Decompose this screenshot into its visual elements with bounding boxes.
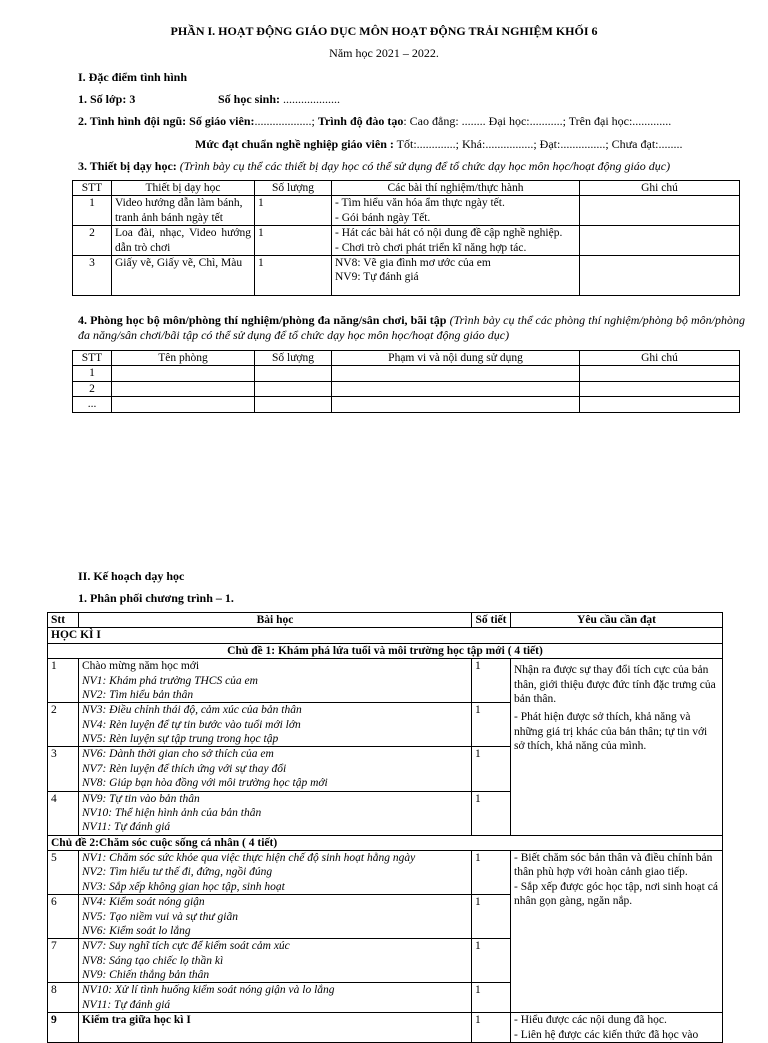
- task-line: NV5: Rèn luyện sự tập trung trong học tập: [82, 733, 279, 745]
- stt-cell: 3: [48, 747, 79, 791]
- equipment-header-row: [73, 181, 740, 196]
- requirement-line: Nhận ra được sự thay đổi tích cực của bản thân, giới thiệu được đức tính đặc trưng của bản thân.: [514, 664, 716, 705]
- section1-heading: I. Đặc điểm tình hình: [78, 70, 188, 84]
- section2-sub: 1. Phân phối chương trình – 1.: [78, 591, 234, 605]
- topic1-label: Chủ đề 1: Khám phá lứa tuổi và môi trường học tập mới ( 4 tiết): [48, 643, 723, 658]
- requirement-line: - Sắp xếp được góc học tập, nơi sinh hoạt cá nhân gọn gàng, ngăn nắp.: [514, 880, 718, 908]
- lab-line: - Chơi trò chơi phát triển kĩ năng hợp tác.: [335, 241, 527, 254]
- classes-line: [78, 92, 135, 107]
- requirement-line: - Liên hệ được các kiến thức đã học vào: [514, 1028, 699, 1041]
- semester-label: HỌC KÌ I: [48, 628, 723, 643]
- col-scope: Phạm vi và nội dung sử dụng: [332, 351, 580, 366]
- table-row: [73, 196, 740, 226]
- periods-cell: 1: [472, 747, 511, 791]
- requirement-line: - Biết chăm sóc bản thân và điều chỉnh bản thân phù hợp với hoàn cảnh giao tiếp.: [514, 852, 713, 879]
- equipment-line: [78, 159, 670, 174]
- students-label: Số học sinh:: [218, 92, 281, 106]
- requirements-cell: [511, 851, 723, 1013]
- col-note: Ghi chú: [580, 351, 740, 366]
- lesson-title: Chào mừng năm học mới: [82, 660, 200, 673]
- device-cell: Loa đài, nhạc, Video hướng dẫn trò chơi: [112, 226, 255, 256]
- table-row: [73, 226, 740, 256]
- stt-cell: 8: [48, 983, 79, 1013]
- periods-cell: 1: [472, 659, 511, 703]
- note-cell: [580, 196, 740, 226]
- task-line: NV10: Xử lí tình huống kiểm soát nóng giận và lo lắng: [82, 984, 335, 997]
- note-cell: [580, 255, 740, 295]
- stt-cell: 1: [73, 366, 112, 381]
- lab-line: - Tìm hiểu văn hóa ẩm thực ngày tết.: [335, 197, 505, 210]
- students-line: [218, 92, 340, 107]
- lesson-cell: [79, 851, 472, 895]
- qty-cell: 1: [255, 255, 332, 295]
- task-line: NV7: Suy nghĩ tích cực để kiểm soát cảm xúc: [82, 940, 290, 953]
- stt-cell: 3: [73, 255, 112, 295]
- col-labs: Các bài thí nghiệm/thực hành: [332, 181, 580, 196]
- col-room-name: Tên phòng: [112, 351, 255, 366]
- table-row: [73, 381, 740, 396]
- classes-label: 1. Số lớp: 3: [78, 92, 136, 106]
- staff-label: 2. Tình hình đội ngũ: Số giáo viên:: [78, 114, 255, 128]
- lesson-cell: [79, 939, 472, 983]
- stt-cell: 2: [73, 226, 112, 256]
- stt-cell: 2: [48, 703, 79, 747]
- table-row: [48, 659, 723, 703]
- stt-cell: 7: [48, 939, 79, 983]
- labs-cell: [332, 196, 580, 226]
- col-stt: Stt: [48, 613, 79, 628]
- task-line: NV8: Sáng tạo chiếc lọ thần kì: [82, 954, 224, 967]
- standard-value: Tốt:.............; Khá:................; Đạt:...............; Chưa đạt:........: [393, 137, 683, 151]
- task-line: NV10: Thể hiện hình ảnh của bản thân: [82, 806, 262, 819]
- stt-cell: 5: [48, 851, 79, 895]
- task-line: NV11: Tự đánh giá: [82, 821, 171, 834]
- task-line: NV3: Điều chỉnh thái độ, cảm xúc của bản thân: [82, 704, 302, 717]
- lesson-cell: [79, 659, 472, 703]
- requirements-cell: [511, 1013, 723, 1043]
- task-line: NV1: Chăm sóc sức khỏe qua việc thực hiện chế độ sinh hoạt hằng ngày: [82, 852, 416, 864]
- stt-cell: 4: [48, 791, 79, 835]
- col-qty: Số lượng: [255, 181, 332, 196]
- table-row: [48, 851, 723, 895]
- task-line: NV4: Rèn luyện để tự tin bước vào tuổi mới lớn: [82, 718, 301, 731]
- stt-cell: 1: [73, 196, 112, 226]
- task-line: NV6: Kiểm soát lo lắng: [82, 924, 191, 937]
- stt-cell: 2: [73, 381, 112, 396]
- equipment-note: (Trình bày cụ thể các thiết bị dạy học có thể sử dụng để tổ chức dạy học môn học/hoạt động giáo dục): [179, 159, 671, 173]
- training-value: : Cao đẳng: ........ Đại học:...........; Trên đại học:.............: [403, 114, 672, 128]
- col-qty: Số lượng: [255, 351, 332, 366]
- task-line: NV7: Rèn luyện để thích ứng với sự thay đổi: [82, 762, 287, 775]
- students-value: ...................: [283, 92, 341, 106]
- col-requirements: Yêu cầu cần đạt: [511, 613, 723, 628]
- stt-cell: 1: [48, 659, 79, 703]
- standard-label: Mức đạt chuẩn nghề nghiệp giáo viên :: [195, 137, 394, 151]
- topic-row: [48, 643, 723, 658]
- lab-line: - Hát các bài hát có nội dung đề cập nghề nghiệp.: [335, 227, 563, 240]
- standard-line: [195, 137, 683, 152]
- periods-cell: 1: [472, 703, 511, 747]
- col-lesson: Bài học: [79, 613, 472, 628]
- requirements-cell: [511, 659, 723, 836]
- plan-table: [47, 612, 723, 1043]
- lesson-cell: [79, 895, 472, 939]
- equipment-label: 3. Thiết bị dạy học:: [78, 159, 177, 173]
- task-line: NV1: Khám phá trường THCS của em: [82, 674, 258, 687]
- qty-cell: 1: [255, 196, 332, 226]
- task-line: NV2: Tìm hiểu tư thế đi, đứng, ngồi đúng: [82, 866, 273, 879]
- section2-heading: II. Kế hoạch dạy học: [78, 569, 185, 583]
- periods-cell: 1: [472, 851, 511, 895]
- col-stt: STT: [73, 351, 112, 366]
- lesson-cell: [79, 983, 472, 1013]
- task-line: NV9: Tự tin vào bản thân: [82, 792, 200, 805]
- table-row: [48, 1013, 723, 1043]
- lesson-cell: [79, 703, 472, 747]
- device-cell: Giấy vẽ, Giấy vẽ, Chì, Màu: [112, 255, 255, 295]
- labs-cell: [332, 226, 580, 256]
- labs-cell: [332, 255, 580, 295]
- lab-line: - Gói bánh ngày Tết.: [335, 211, 431, 224]
- periods-cell: 1: [472, 939, 511, 983]
- rooms-header-row: [73, 351, 740, 366]
- plan-header-row: [48, 613, 723, 628]
- note-cell: [580, 226, 740, 256]
- col-note: Ghi chú: [580, 181, 740, 196]
- requirement-line: - Hiểu được các nội dung đã học.: [514, 1014, 667, 1027]
- rooms-note: (Trình bày cụ thể các phòng thí nghiệm/phòng bộ môn/phòng đa năng/sân chơi/bãi tập có thể sử dụng để tổ chức dạy học môn học/hoạt động giáo dục): [78, 313, 745, 342]
- stt-cell: ...: [73, 397, 112, 412]
- stt-cell: 9: [48, 1013, 79, 1043]
- training-label: Trình độ đào tạo: [317, 114, 404, 128]
- col-stt: STT: [73, 181, 112, 196]
- staff-value: ...................;: [254, 114, 315, 128]
- task-line: NV6: Dành thời gian cho sở thích của em: [82, 748, 274, 761]
- task-line: NV3: Sắp xếp không gian học tập, sinh hoạt: [82, 880, 285, 893]
- lab-line: NV8: Vẽ gia đình mơ ước của em: [335, 256, 491, 269]
- task-line: NV9: Chiến thắng bản thân: [82, 969, 210, 981]
- periods-cell: 1: [472, 983, 511, 1013]
- stt-cell: 6: [48, 895, 79, 939]
- rooms-table: [72, 350, 740, 413]
- requirement-line: - Phát hiện được sở thích, khả năng và những giá trị khác của bản thân; tự tin với sở thích, khả năng của mình.: [514, 711, 708, 752]
- rooms-paragraph: [78, 313, 745, 343]
- task-line: NV8: Giúp bạn hòa đồng với môi trường học tập mới: [82, 777, 328, 790]
- school-year: Năm học 2021 – 2022.: [329, 46, 439, 60]
- periods-cell: 1: [472, 895, 511, 939]
- table-row: [73, 255, 740, 295]
- task-line: NV11: Tự đánh giá: [82, 998, 171, 1011]
- col-periods: Số tiết: [472, 613, 511, 628]
- col-device: Thiết bị dạy học: [112, 181, 255, 196]
- lab-line: NV9: Tự đánh giá: [335, 271, 419, 284]
- equipment-table: [72, 180, 740, 296]
- semester-row: [48, 628, 723, 643]
- topic2-label: Chủ đề 2:Chăm sóc cuộc sống cá nhân ( 4 tiết): [48, 835, 723, 850]
- periods-cell: 1: [472, 1013, 511, 1043]
- table-row: [73, 366, 740, 381]
- task-line: NV2: Tìm hiểu bản thân: [82, 688, 194, 701]
- task-line: NV5: Tạo niềm vui và sự thư giãn: [82, 910, 238, 923]
- qty-cell: 1: [255, 226, 332, 256]
- lesson-cell: [79, 747, 472, 791]
- periods-cell: 1: [472, 791, 511, 835]
- topic-row: [48, 835, 723, 850]
- lesson-cell: [79, 791, 472, 835]
- task-line: NV4: Kiểm soát nóng giận: [82, 896, 205, 909]
- device-cell: Video hướng dẫn làm bánh, tranh ảnh bánh ngày tết: [112, 196, 255, 226]
- table-row: [73, 397, 740, 412]
- lesson-title: Kiểm tra giữa học kì I: [79, 1013, 472, 1043]
- staff-line: [78, 114, 671, 129]
- rooms-label: 4. Phòng học bộ môn/phòng thí nghiệm/phòng đa năng/sân chơi, bãi tập: [78, 313, 447, 327]
- document-title: PHẦN I. HOẠT ĐỘNG GIÁO DỤC MÔN HOẠT ĐỘNG TRẢI NGHIỆM KHỐI 6: [170, 24, 598, 38]
